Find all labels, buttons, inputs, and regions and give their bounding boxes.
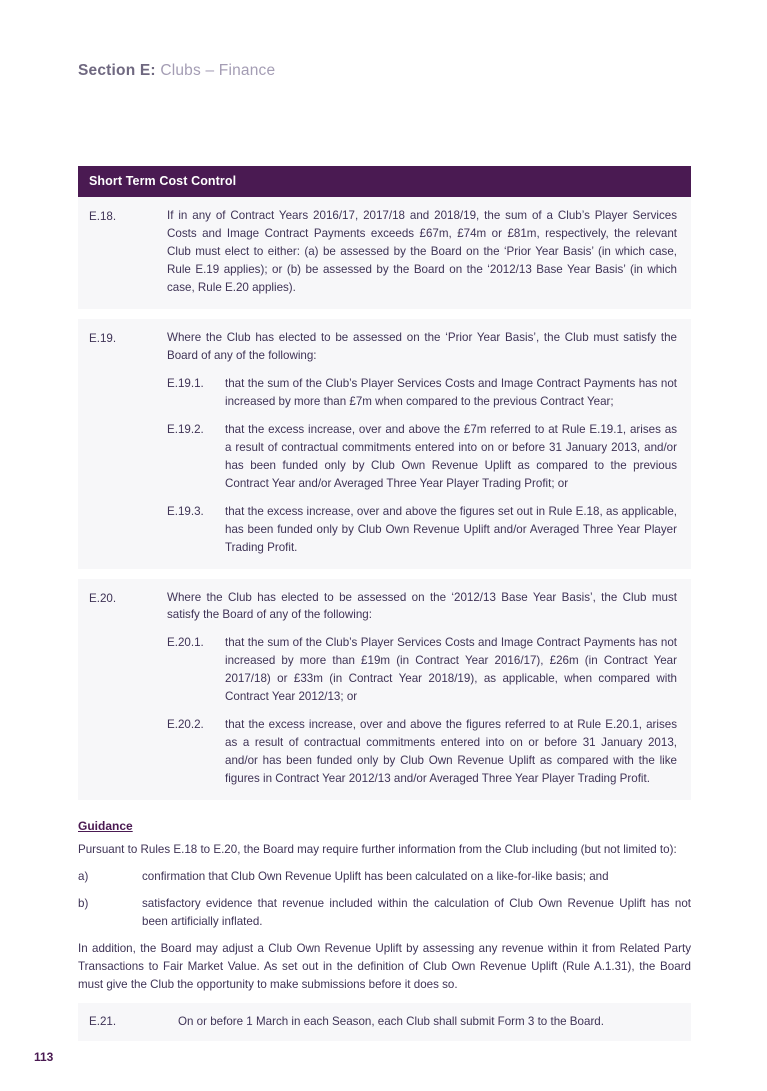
sub-item-text: that the excess increase, over and above the £7m referred to at Rule E.19.1, arises as a result of contractual commitments entered into on or before 31 January 2013, and/or has been funded only by Club Own Revenue Uplift as compared to the previous Contract Year and/or Averaged Three Year Player Trading Profit; or [225, 422, 677, 490]
guidance-heading: Guidance [78, 819, 133, 833]
list-item-letter: b) [78, 896, 89, 910]
table-row [78, 1003, 691, 1041]
section-label: Section E: [78, 62, 156, 79]
list-item-text: confirmation that Club Own Revenue Uplift has been calculated on a like-for-like basis; and [142, 869, 609, 883]
guidance-intro: Pursuant to Rules E.18 to E.20, the Board may require further information from the Club including (but not limited to): [78, 843, 677, 856]
sub-item-text: that the excess increase, over and above the figures referred to at Rule E.20.1, arises as a result of contractual commitments entered into on or before 31 January 2013, and/or has been funded only by Club Own Revenue Uplift as compared with the like figures in Contract Year 2012/13 and/or Averaged Three Year Player Trading Profit. [225, 718, 677, 786]
rule-text: Where the Club has elected to be assessed on the ‘Prior Year Basis’, the Club must satisfy the Board of any of the following: [167, 330, 677, 362]
rule-body [167, 207, 677, 297]
section-title: Clubs – Finance [160, 62, 276, 79]
sub-item [167, 503, 677, 557]
rules-table [78, 166, 691, 801]
page-number: 113 [34, 1050, 54, 1064]
list-item [78, 868, 691, 886]
sub-item [167, 375, 677, 411]
sub-item-number: E.20.2. [167, 718, 204, 732]
guidance-section [78, 819, 691, 1041]
row-divider [78, 310, 691, 319]
rule-number: E.18. [89, 210, 117, 223]
rule-text: Where the Club has elected to be assessed on the ‘2012/13 Base Year Basis’, the Club must satisfy the Board of any of the following: [167, 590, 677, 622]
sub-item-number: E.19.1. [167, 376, 204, 390]
rule-body [167, 589, 677, 789]
rule-body [167, 329, 677, 557]
guidance-closing: In addition, the Board may adjust a Club Own Revenue Uplift by assessing any revenue within it from Related Party Transactions to Fair Market Value. As set out in the definition of Club Own Revenue Uplift (Rule A.1.31), the Board must give the Club the opportunity to make submissions before it does so. [78, 941, 691, 991]
table-row [78, 579, 691, 802]
rule-text: If in any of Contract Years 2016/17, 2017/18 and 2018/19, the sum of a Club’s Player Services Costs and Image Contract Payments exceeds £67m, £74m or £81m, respectively, the relevant Club must elect to either: (a) be assessed by the Board on the ‘Prior Year Basis’ (in which case, Rule E.19 applies); or (b) be assessed by the Board on the ‘2012/13 Base Year Basis’ (in which case, Rule E.20 applies). [167, 209, 677, 294]
rule-number: E.21. [89, 1014, 117, 1028]
sub-item-number: E.20.1. [167, 636, 204, 650]
rule-number: E.20. [89, 591, 117, 605]
sub-item-text: that the sum of the Club’s Player Services Costs and Image Contract Payments has not increased by more than £19m (in Contract Year 2016/17), £26m (in Contract Year 2017/18) or £33m (in Contract Year 2018/19), as applicable, when compared with Contract Year 2012/13; or [225, 636, 677, 704]
sub-item [167, 716, 677, 788]
table-row [78, 197, 691, 310]
page-header [78, 62, 275, 80]
sub-item-text: that the sum of the Club’s Player Services Costs and Image Contract Payments has not increased by more than £7m when compared to the previous Contract Year; [225, 376, 677, 408]
table-row [78, 319, 691, 570]
sub-item [167, 421, 677, 493]
sub-item-text: that the excess increase, over and above the figures set out in Rule E.18, as applicable, has been funded only by Club Own Revenue Uplift and/or Averaged Three Year Player Trading Profit. [225, 504, 677, 554]
table-title: Short Term Cost Control [78, 166, 691, 197]
rule-number: E.19. [89, 331, 117, 345]
sub-item-number: E.19.3. [167, 504, 204, 518]
list-item-text: satisfactory evidence that revenue included within the calculation of Club Own Revenue Uplift has not been artificially inflated. [142, 896, 691, 928]
rule-text: On or before 1 March in each Season, each Club shall submit Form 3 to the Board. [178, 1014, 604, 1028]
sub-item-number: E.19.2. [167, 422, 204, 436]
list-item-letter: a) [78, 869, 89, 883]
row-divider [78, 570, 691, 579]
sub-item [167, 634, 677, 706]
list-item [78, 895, 691, 931]
